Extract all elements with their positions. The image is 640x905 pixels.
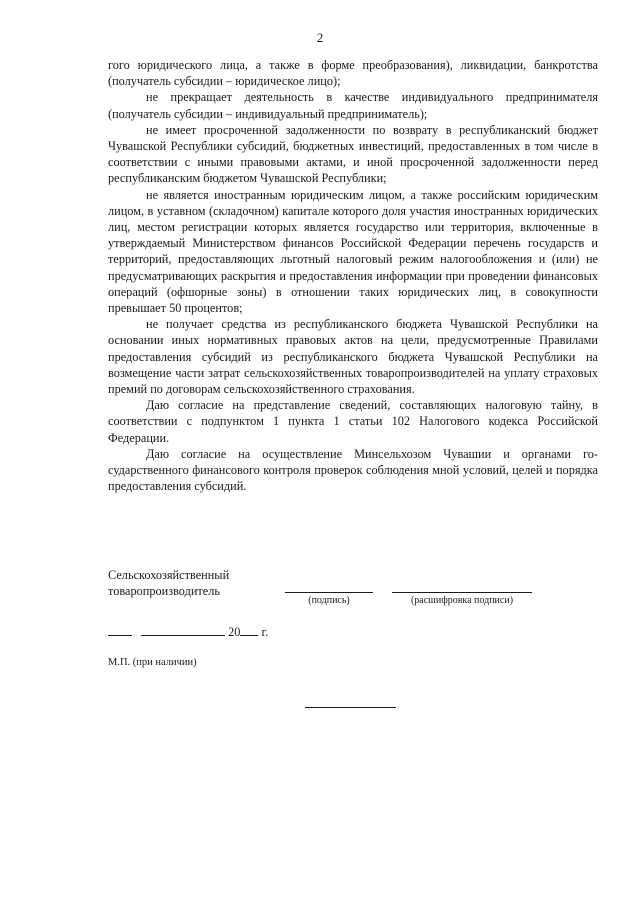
date-year-suffix: г. — [261, 625, 269, 639]
paragraph-5: не получает средства из республиканского бюджета Чувашской Республики на основании иных нормативных правовых актов на цели, предусмотренные Правилами предоставления субсидий из республиканского бюджета Чувашской Республики на возмещение части затрат сельскохозяйственных товаропроизводителей на уплату страховых премий по договорам сельскохозяйственного страхования. — [108, 317, 598, 397]
date-month-blank — [141, 624, 225, 636]
paragraph-7: Даю согласие на осуществление Минсельхозом Чувашии и органами государственного финансового контроля проверок соблюдения мной условий, целей и порядка предоставления субсидий. — [108, 446, 598, 494]
signature-decoding-line — [392, 592, 532, 593]
paragraph-1: гого юридического лица, а также в форме преобразования), ликвидации, банкротства (получатель субсидии – юридическое лицо); — [108, 58, 598, 89]
paragraph-6: Даю согласие на представление сведений, составляющих налоговую тайну, в соответствии с подпунктом 1 пункта 1 статьи 102 Налогового кодекса Российской Федерации. — [108, 398, 598, 445]
signature-label-line-1: Сельскохозяйственный — [108, 568, 230, 582]
paragraph-4: не является иностранным юридическим лицом, а также российским юридическим лицом, в уставном (складочном) капитале которого доля участия иностранных юридических лиц, местом регистрации которых является государство или территория, включенные в утверждаемый Министерством финансов Российской Федерации перечень государств и территорий, предоставляющих льготный налоговый режим налогообложения и (или) не предусматривающих раскрытия и предоставления информации при проведении финансовых операций (офшорные зоны) в отношении таких юридических лиц, в совокупности превышает 50 процентов; — [108, 187, 598, 316]
date-line — [108, 624, 268, 640]
date-year-blank — [240, 624, 258, 636]
paragraph-3: не имеет просроченной задолженности по возврату в республиканский бюджет Чувашской Республики субсидий, бюджетных инвестиций, предоставленных в том числе в соответствии с иными правовыми актами, и иной просроченной задолженности перед республиканским бюджетом Чувашской Республики; — [108, 122, 598, 186]
signature-caption: (подпись) — [308, 595, 350, 606]
date-day-blank — [108, 624, 132, 636]
signature-label-line-2: товаропроизводитель — [108, 584, 221, 598]
end-rule — [305, 707, 396, 708]
signature-label — [108, 567, 229, 599]
signature-decoding-caption: (расшифровка подписи) — [410, 595, 514, 606]
page-number: 2 — [316, 30, 324, 45]
signature-line — [285, 592, 373, 593]
stamp-note: М.П. (при наличии) — [108, 657, 197, 668]
document-body — [108, 57, 598, 494]
date-year-prefix: 20 — [228, 625, 241, 639]
paragraph-2: не прекращает деятельность в качестве индивидуального предпринимателя (получатель субсидии – индивидуальный предприниматель); — [108, 90, 598, 121]
